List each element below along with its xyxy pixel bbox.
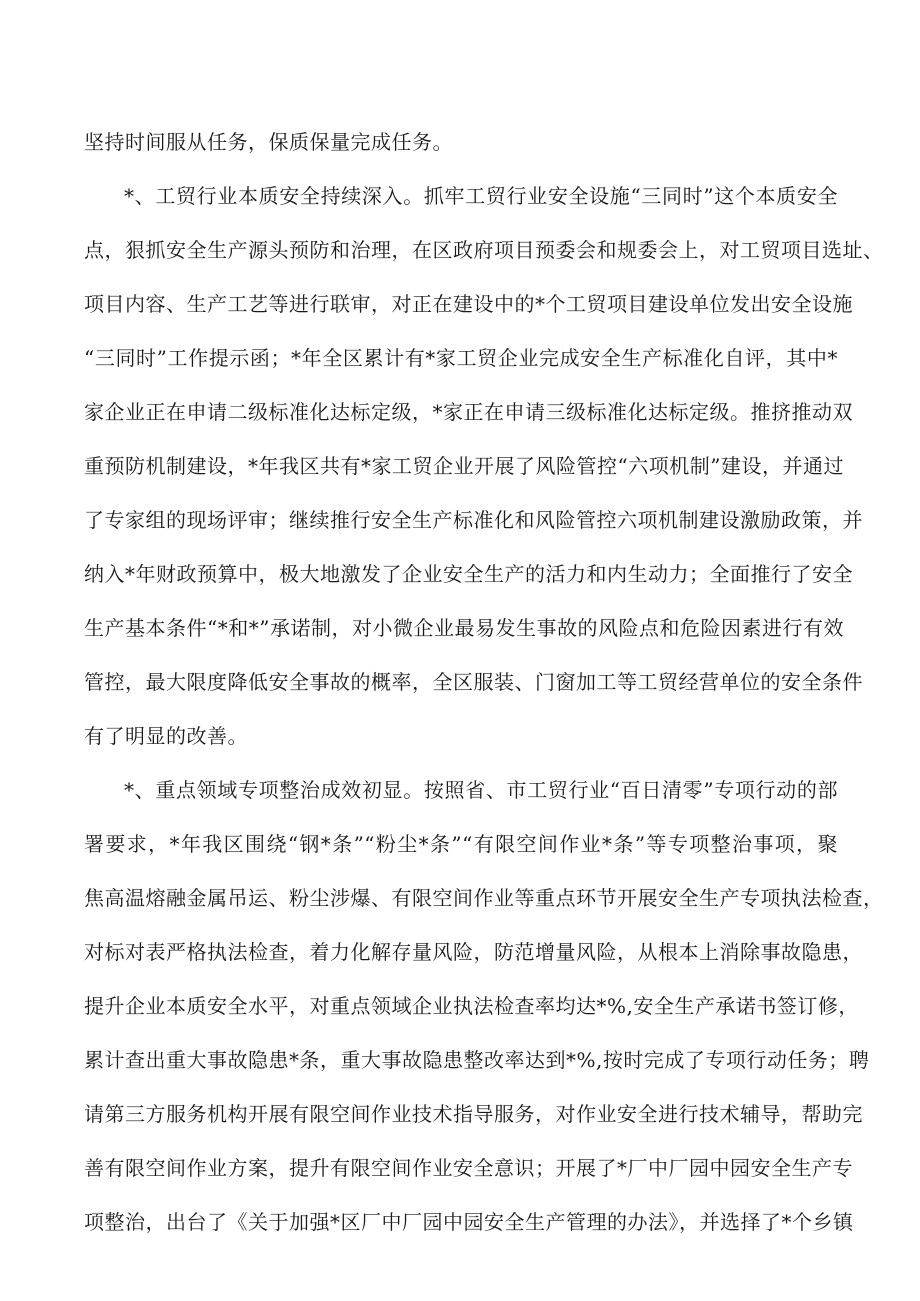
text-line: 管控，最大限度降低安全事故的概率，全区服装、门窗加工等工贸经营单位的安全条件 — [84, 670, 863, 694]
paragraph-start-line: *、重点领域专项整治成效初显。按照省、市工贸行业“百日清零”专项行动的部 — [124, 778, 838, 802]
text-line: 善有限空间作业方案，提升有限空间作业安全意识；开展了*厂中厂园中园安全生产专 — [84, 1156, 853, 1180]
text-line: 重预防机制建设，*年我区共有*家工贸企业开展了风险管控“六项机制”建设，并通过 — [84, 454, 844, 478]
text-line: 了专家组的现场评审；继续推行安全生产标准化和风险管控六项机制建设激励政策，并 — [84, 508, 863, 532]
text-line: 署要求，*年我区围绕“钢*条”“粉尘*条”“有限空间作业*条”等专项整治事项，聚 — [84, 832, 838, 856]
text-line: 累计查出重大事故隐患*条，重大事故隐患整改率达到*%,按时完成了专项行动任务；聘 — [84, 1048, 870, 1072]
text-line: 项整治，出台了《关于加强*区厂中厂园中园安全生产管理的办法》，并选择了*个乡镇 — [84, 1210, 854, 1234]
text-line: 项目内容、生产工艺等进行联审，对正在建设中的*个工贸项目建设单位发出安全设施 — [84, 292, 853, 316]
text-line: 焦高温熔融金属吊运、粉尘涉爆、有限空间作业等重点环节开展安全生产专项执法检查， — [84, 886, 884, 910]
text-line: “三同时”工作提示函；*年全区累计有*家工贸企业完成安全生产标准化自评，其中* — [84, 346, 838, 370]
text-line: 生产基本条件“*和*”承诺制，对小微企业最易发生事故的风险点和危险因素进行有效 — [84, 616, 844, 640]
text-line: 坚持时间服从任务，保质保量完成任务。 — [84, 130, 453, 154]
paragraph-start-line: *、工贸行业本质安全持续深入。抓牢工贸行业安全设施“三同时”这个本质安全 — [124, 184, 838, 208]
text-line: 请第三方服务机构开展有限空间作业技术指导服务，对作业安全进行技术辅导，帮助完 — [84, 1102, 863, 1126]
text-line: 提升企业本质安全水平，对重点领域企业执法检查率均达*%,安全生产承诺书签订修， — [84, 994, 859, 1018]
text-line: 纳入*年财政预算中，极大地激发了企业安全生产的活力和内生动力；全面推行了安全 — [84, 562, 853, 586]
text-line: 对标对表严格执法检查，着力化解存量风险，防范增量风险，从根本上消除事故隐患， — [84, 940, 863, 964]
text-line: 点，狠抓安全生产源头预防和治理，在区政府项目预委会和规委会上，对工贸项目选址、 — [84, 238, 884, 262]
text-line: 有了明显的改善。 — [84, 724, 248, 748]
text-line: 家企业正在申请二级标准化达标定级，*家正在申请三级标准化达标定级。推挤推动双 — [84, 400, 853, 424]
